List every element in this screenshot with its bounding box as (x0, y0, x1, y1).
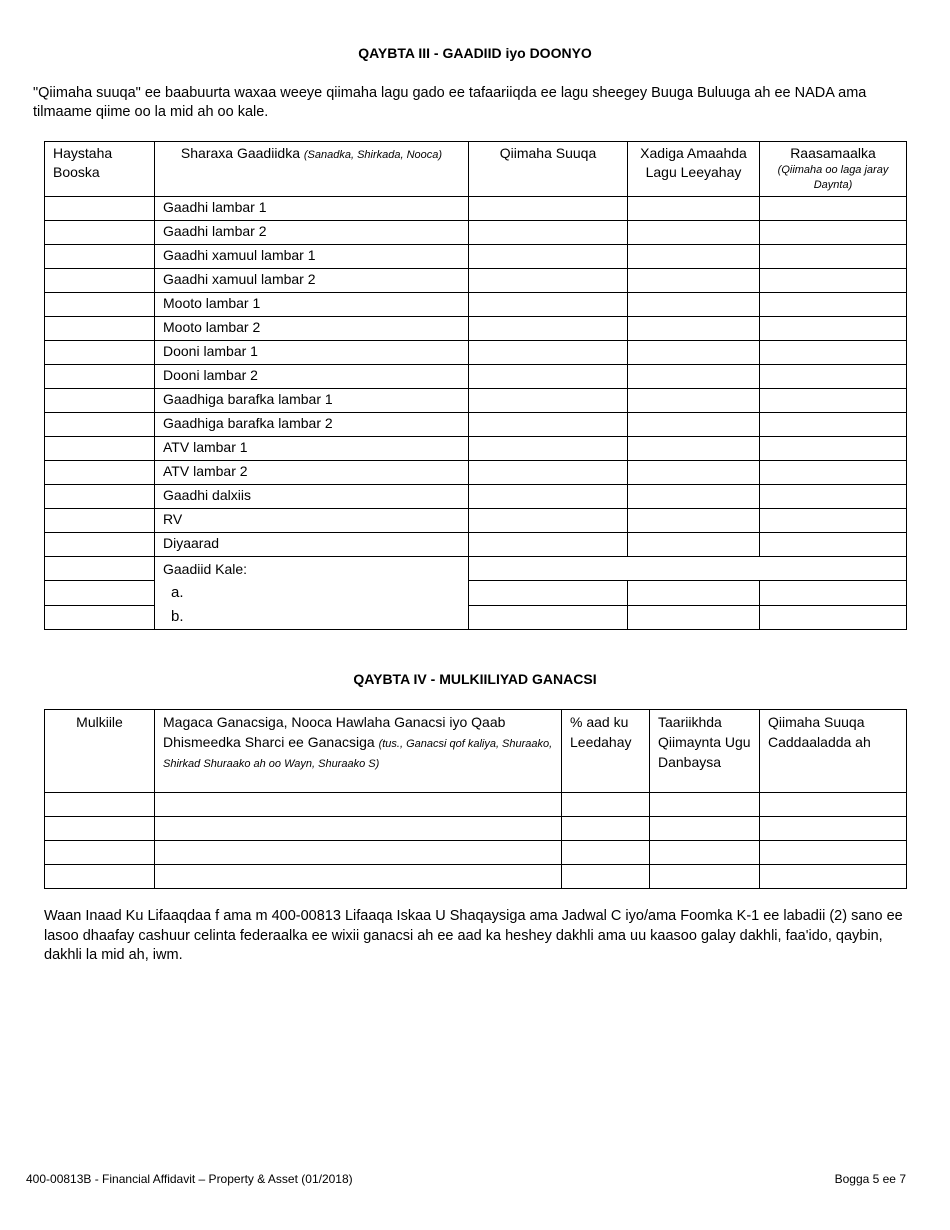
owner-cell[interactable] (45, 197, 155, 221)
debt-cell[interactable] (628, 413, 760, 437)
equity-cell[interactable] (760, 533, 907, 557)
market-cell[interactable] (469, 221, 628, 245)
table-row-other-vehicles (45, 557, 907, 581)
market-cell[interactable] (469, 341, 628, 365)
market-cell[interactable] (469, 269, 628, 293)
owner-cell[interactable] (45, 293, 155, 317)
table-row (45, 341, 907, 365)
equity-cell[interactable] (760, 365, 907, 389)
owner-cell[interactable] (45, 485, 155, 509)
header-percent: % aad ku Leedahay (562, 710, 650, 793)
equity-cell[interactable] (760, 485, 907, 509)
market-cell[interactable] (469, 533, 628, 557)
owner-cell[interactable] (45, 389, 155, 413)
business-info-cell[interactable] (155, 793, 562, 817)
business-table (44, 709, 907, 889)
fair-value-cell[interactable] (760, 793, 907, 817)
table-row (45, 793, 907, 817)
table-row (45, 389, 907, 413)
market-cell[interactable] (469, 293, 628, 317)
table-row (45, 245, 907, 269)
attachment-note: Waan Inaad Ku Lifaaqdaa f ama m 400-00813 Lifaaqa Iskaa U Shaqaysiga ama Jadwal C iyo/ama Foomka K-1 ee labadii (2) sano ee lasoo dhaafay cashuur celinta federaalka ee wixii ganacsi ah ee aad ka heshey dakhli ama uu kaasoo galay dakhli, faa'ido, qaybin, dakhli la mid ah, iwm. (44, 908, 903, 963)
table-row (45, 437, 907, 461)
equity-cell[interactable] (760, 317, 907, 341)
header-business-info: Magaca Ganacsiga, Nooca Hawlaha Ganacsi iyo Qaab Dhismeedka Sharci ee Ganacsiga (tus., Ganacsi qof kaliya, Shuraako, Shirkad Shuraako ah oo Wayn, Shuraako S) (155, 710, 562, 793)
debt-cell[interactable] (628, 245, 760, 269)
owner-cell[interactable] (45, 317, 155, 341)
debt-cell[interactable] (628, 437, 760, 461)
equity-cell[interactable] (760, 221, 907, 245)
percent-cell[interactable] (562, 841, 650, 865)
market-cell[interactable] (469, 485, 628, 509)
table-row (45, 197, 907, 221)
vehicle-label: Gaadhi xamuul lambar 2 (155, 269, 469, 293)
table-row (45, 293, 907, 317)
vehicle-label: Gaadhiga barafka lambar 1 (155, 389, 469, 413)
debt-cell[interactable] (628, 581, 760, 605)
market-cell[interactable] (469, 365, 628, 389)
owner-cell[interactable] (45, 581, 155, 605)
debt-cell[interactable] (628, 509, 760, 533)
market-cell[interactable] (469, 389, 628, 413)
equity-cell[interactable] (760, 245, 907, 269)
vehicle-label: RV (155, 509, 469, 533)
debt-cell[interactable] (628, 197, 760, 221)
owner-cell[interactable] (45, 269, 155, 293)
owner-cell[interactable] (45, 245, 155, 269)
owner-cell[interactable] (45, 437, 155, 461)
percent-cell[interactable] (562, 793, 650, 817)
equity-cell[interactable] (760, 461, 907, 485)
business-info-cell[interactable] (155, 841, 562, 865)
owner-cell[interactable] (45, 461, 155, 485)
vehicle-label: Gaadhiga barafka lambar 2 (155, 413, 469, 437)
business-info-cell[interactable] (155, 817, 562, 841)
equity-cell[interactable] (760, 413, 907, 437)
vehicle-label: Dooni lambar 2 (155, 365, 469, 389)
valuation-date-cell[interactable] (650, 817, 760, 841)
header-description: Sharaxa Gaadiidka (Sanadka, Shirkada, Nooca) (155, 142, 469, 197)
equity-cell[interactable] (760, 197, 907, 221)
debt-cell[interactable] (628, 461, 760, 485)
table-row (45, 841, 907, 865)
section4-title: QAYBTA IV - MULKIILIYAD GANACSI (353, 671, 597, 687)
vehicle-label: Gaadhi lambar 1 (155, 197, 469, 221)
business-info-cell[interactable] (155, 865, 562, 889)
business-owner-cell[interactable] (45, 865, 155, 889)
equity-cell[interactable] (760, 509, 907, 533)
table-row (45, 365, 907, 389)
table-row (45, 485, 907, 509)
vehicle-label: Diyaarad (155, 533, 469, 557)
table-row (45, 221, 907, 245)
business-owner-cell[interactable] (45, 793, 155, 817)
debt-cell[interactable] (628, 485, 760, 509)
table-row (45, 817, 907, 841)
equity-cell[interactable] (760, 437, 907, 461)
valuation-date-cell[interactable] (650, 841, 760, 865)
section3-intro: "Qiimaha suuqa" ee baabuurta waxaa weeye qiimaha lagu gado ee tafaariiqda ee lagu sheegey Buuga Buluuga ah ee NADA ama tilmaame qiime oo la mid ah oo kale. (33, 85, 867, 120)
owner-cell[interactable] (45, 557, 155, 581)
market-cell[interactable] (469, 461, 628, 485)
equity-cell[interactable] (760, 581, 907, 605)
table-row (45, 317, 907, 341)
other-merged-cell[interactable] (469, 557, 907, 581)
vehicle-label: ATV lambar 1 (155, 437, 469, 461)
market-cell[interactable] (469, 413, 628, 437)
header-market-value: Qiimaha Suuqa (469, 142, 628, 197)
vehicle-label: Mooto lambar 2 (155, 317, 469, 341)
equity-cell[interactable] (760, 341, 907, 365)
owner-cell[interactable] (45, 341, 155, 365)
business-owner-cell[interactable] (45, 841, 155, 865)
valuation-date-cell[interactable] (650, 865, 760, 889)
market-cell[interactable] (469, 437, 628, 461)
header-business-owner: Mulkiile (45, 710, 155, 793)
table-row (45, 533, 907, 557)
section3-title: QAYBTA III - GAADIID iyo DOONYO (358, 45, 592, 61)
header-debt: Xadiga Amaahda Lagu Leeyahay (628, 142, 760, 197)
owner-cell[interactable] (45, 605, 155, 629)
page-number: Bogga 5 ee 7 (834, 1172, 906, 1186)
market-cell[interactable] (469, 245, 628, 269)
business-owner-cell[interactable] (45, 817, 155, 841)
percent-cell[interactable] (562, 817, 650, 841)
equity-cell[interactable] (760, 269, 907, 293)
debt-cell[interactable] (628, 221, 760, 245)
header-equity: Raasamaalka (Qiimaha oo laga jaray Daynta) (760, 142, 907, 197)
market-cell[interactable] (469, 317, 628, 341)
form-id: 400-00813B - Financial Affidavit – Property & Asset (01/2018) (26, 1172, 353, 1186)
market-cell[interactable] (469, 197, 628, 221)
header-owner: Haystaha Booska (45, 142, 155, 197)
header-fair-market-value: Qiimaha Suuqa Caddaaladda ah (760, 710, 907, 793)
vehicles-table (44, 141, 907, 630)
header-valuation-date: Taariikhda Qiimaynta Ugu Danbaysa (650, 710, 760, 793)
vehicle-label: Gaadhi lambar 2 (155, 221, 469, 245)
table-row (45, 269, 907, 293)
market-cell[interactable] (469, 605, 628, 629)
equity-cell[interactable] (760, 293, 907, 317)
debt-cell[interactable] (628, 605, 760, 629)
debt-cell[interactable] (628, 389, 760, 413)
fair-value-cell[interactable] (760, 841, 907, 865)
table-row (45, 413, 907, 437)
debt-cell[interactable] (628, 293, 760, 317)
debt-cell[interactable] (628, 269, 760, 293)
table-row (45, 509, 907, 533)
owner-cell[interactable] (45, 509, 155, 533)
percent-cell[interactable] (562, 865, 650, 889)
equity-cell[interactable] (760, 605, 907, 629)
market-cell[interactable] (469, 581, 628, 605)
owner-cell[interactable] (45, 533, 155, 557)
market-cell[interactable] (469, 509, 628, 533)
valuation-date-cell[interactable] (650, 793, 760, 817)
fair-value-cell[interactable] (760, 865, 907, 889)
vehicle-label: ATV lambar 2 (155, 461, 469, 485)
owner-cell[interactable] (45, 221, 155, 245)
vehicle-label: Dooni lambar 1 (155, 341, 469, 365)
owner-cell[interactable] (45, 365, 155, 389)
debt-cell[interactable] (628, 317, 760, 341)
debt-cell[interactable] (628, 341, 760, 365)
fair-value-cell[interactable] (760, 817, 907, 841)
vehicle-label: Gaadhi xamuul lambar 1 (155, 245, 469, 269)
table-row (45, 865, 907, 889)
owner-cell[interactable] (45, 413, 155, 437)
vehicle-label: Mooto lambar 1 (155, 293, 469, 317)
vehicle-label: Gaadhi dalxiis (155, 485, 469, 509)
debt-cell[interactable] (628, 365, 760, 389)
debt-cell[interactable] (628, 533, 760, 557)
other-vehicles-cell: Gaadiid Kale: a. b. (155, 557, 469, 630)
equity-cell[interactable] (760, 389, 907, 413)
table-row (45, 461, 907, 485)
